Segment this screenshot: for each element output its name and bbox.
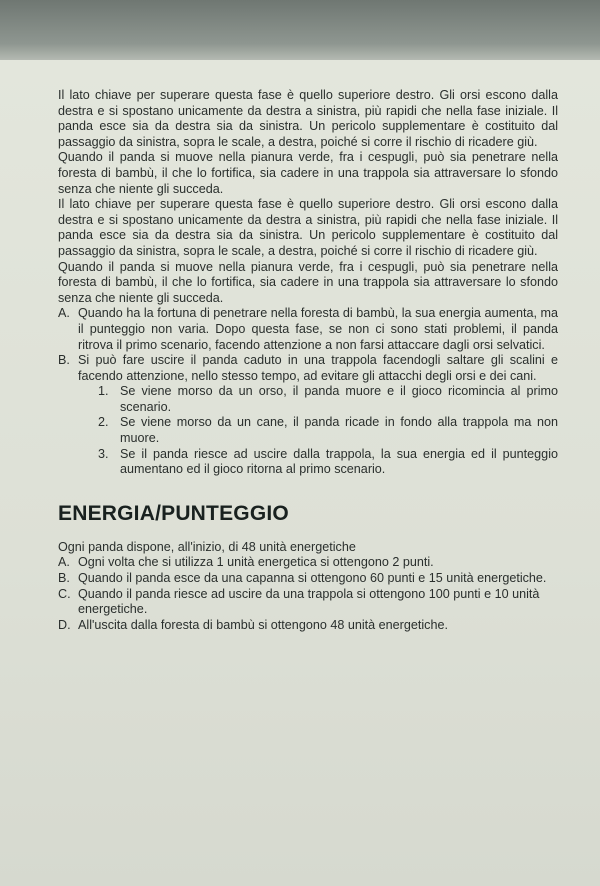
energy-item-text: Quando il panda esce da una capanna si ottengono 60 punti e 15 unità energetiche. — [78, 571, 547, 586]
paragraph: Il lato chiave per superare questa fase è quello superiore destro. Gli orsi escono dalla destra e si spostano unicamente da destra a sinistra, più rapidi che nella fase iniziale. Il panda esce sia da destra sia da sinistra. Un pericolo supplementare è costituito dal passaggio da sinistra, sopra le scale, a destra, poiché si corre il rischio di ricadere giù. — [58, 88, 558, 149]
list-item — [58, 306, 558, 353]
energy-item — [58, 618, 558, 634]
energy-item — [58, 587, 558, 618]
list-item — [58, 353, 558, 478]
paragraph: Il lato chiave per superare questa fase è quello superiore destro. Gli orsi escono dalla destra e si spostano unicamente da destra a sinistra, più rapidi che nella fase iniziale. Il panda esce sia da destra sia da sinistra. Un pericolo supplementare è costituito dal passaggio da sinistra, sopra le scale, a destra, poiché si corre il rischio di ricadere giù. — [58, 197, 558, 258]
trap-sublist — [78, 384, 558, 478]
sub-list-item-text: Se viene morso da un cane, il panda ricade in fondo alla trappola ma non muore. — [120, 415, 558, 446]
sub-list-marker: 1. — [98, 384, 109, 399]
rules-list — [58, 306, 558, 478]
sub-list-item — [98, 447, 558, 478]
list-marker: B. — [58, 353, 70, 368]
paragraph: Quando il panda si muove nella pianura verde, fra i cespugli, può sia penetrare nella foresta di bambù, il che lo fortifica, sia cadere in una trappola sia attraversare lo sfondo senza che niente gli succeda. — [58, 259, 558, 305]
energy-marker: D. — [58, 617, 71, 632]
list-marker: A. — [58, 306, 70, 321]
sub-list-marker: 2. — [98, 415, 109, 430]
energy-item-text: All'uscita dalla foresta di bambù si ottengono 48 unità energetiche. — [78, 617, 448, 632]
energy-intro: Ogni panda dispone, all'inizio, di 48 unità energetiche — [58, 539, 356, 554]
energy-marker: C. — [58, 586, 71, 601]
list-item-text: Si può fare uscire il panda caduto in una trappola facendogli saltare gli scalini e facendo attenzione, nello stesso tempo, ad evitare gli attacchi degli orsi e dei cani. — [78, 353, 558, 383]
section-heading: ENERGIA/PUNTEGGIO — [58, 501, 289, 525]
energy-item — [58, 571, 558, 587]
energy-item-text: Ogni volta che si utilizza 1 unità energetica si ottengono 2 punti. — [78, 555, 434, 570]
top-photo-band — [0, 0, 600, 62]
sub-list-item-text: Se viene morso da un orso, il panda muore e il gioco ricomincia al primo scenario. — [120, 384, 558, 414]
energy-list — [58, 555, 558, 633]
manual-text — [58, 88, 558, 633]
paragraph: Quando il panda si muove nella pianura verde, fra i cespugli, può sia penetrare nella foresta di bambù, il che lo fortifica, sia cadere in una trappola sia attraversare lo sfondo senza che niente gli succeda. — [58, 150, 558, 196]
energy-section — [58, 540, 558, 634]
energy-marker: B. — [58, 571, 70, 586]
sub-list-item — [98, 415, 558, 446]
sub-list-item — [98, 384, 558, 415]
energy-item-text: Quando il panda riesce ad uscire da una trappola si ottengono 100 punti e 10 unità energetiche. — [78, 586, 540, 617]
energy-item — [58, 555, 558, 571]
sub-list-item-text: Se il panda riesce ad uscire dalla trappola, la sua energia ed il punteggio aumentano ed il gioco ritorna al primo scenario. — [120, 446, 558, 477]
sub-list-marker: 3. — [98, 446, 109, 461]
energy-marker: A. — [58, 555, 70, 570]
list-item-text: Quando ha la fortuna di penetrare nella foresta di bambù, la sua energia aumenta, ma il punteggio non varia. Dopo questa fase, se non ci sono stati problemi, il panda ritrova il primo scenario, facendo attenzione a non farsi attaccare dagli orsi selvatici. — [78, 306, 558, 352]
